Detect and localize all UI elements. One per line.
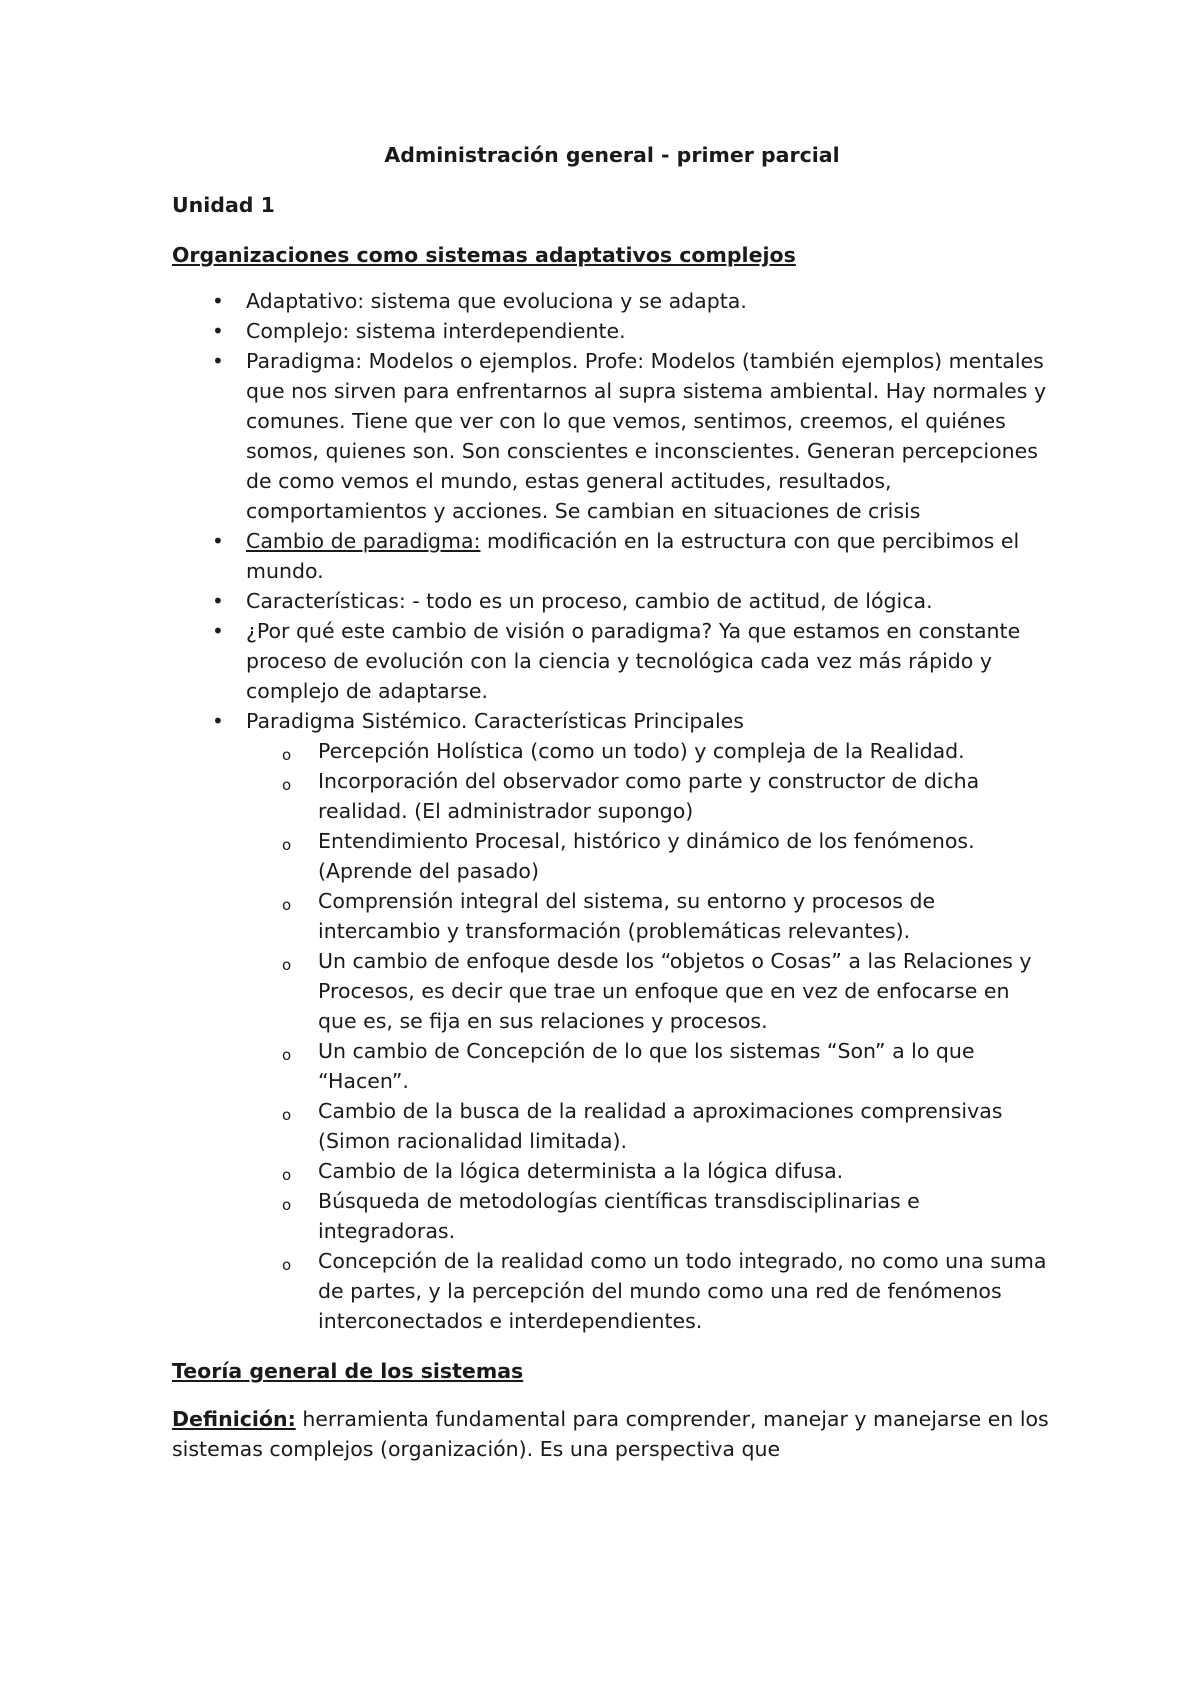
systemic-paradigm-heading: Paradigma Sistémico. Características Principales — [246, 709, 744, 733]
list-item-text: Características: - todo es un proceso, cambio de actitud, de lógica. — [246, 589, 933, 613]
section-heading-organizaciones: Organizaciones como sistemas adaptativos complejos — [172, 243, 796, 267]
sub-list-item — [172, 1096, 1052, 1156]
sub-bullet-icon: o — [282, 1166, 292, 1184]
sub-list-item-text: Cambio de la lógica determinista a la lógica difusa. — [318, 1159, 844, 1183]
list-item-text: Adaptativo: sistema que evoluciona y se adapta. — [246, 289, 747, 313]
list-item-text: modificación en la estructura con que percibimos el mundo. — [246, 529, 1020, 583]
bullet-list — [172, 286, 1052, 1336]
sub-bullet-icon: o — [282, 836, 292, 854]
sub-bullet-icon: o — [282, 1256, 292, 1274]
sub-list-item — [172, 1156, 1052, 1186]
bullet-icon: • — [212, 709, 224, 733]
bullet-icon: • — [212, 619, 224, 643]
sub-bullet-icon: o — [282, 1046, 292, 1064]
sub-list-item-text: Un cambio de Concepción de lo que los sistemas “Son” a lo que “Hacen”. — [318, 1039, 975, 1093]
bullet-icon: • — [212, 529, 224, 553]
bullet-icon: • — [212, 289, 224, 313]
sub-list-item — [172, 1036, 1052, 1096]
list-item — [172, 586, 1052, 616]
list-item-text: ¿Por qué este cambio de visión o paradigma? Ya que estamos en constante proceso de evolución con la ciencia y tecnológica cada vez más rápido y complejo de adaptarse. — [246, 619, 1021, 703]
document-body — [172, 140, 1052, 1485]
paradigm-change-label: Cambio de paradigma: — [246, 529, 481, 553]
list-item — [172, 316, 1052, 346]
list-item — [172, 526, 1052, 586]
sub-list-item — [172, 946, 1052, 1036]
sub-bullet-icon: o — [282, 896, 292, 914]
sub-bullet-icon: o — [282, 1196, 292, 1214]
bullet-icon: • — [212, 589, 224, 613]
sub-list-item-text: Búsqueda de metodologías científicas transdisciplinarias e integradoras. — [318, 1189, 920, 1243]
sub-list-wrapper — [172, 736, 1052, 1336]
sub-list-item-text: Cambio de la busca de la realidad a aproximaciones comprensivas (Simon racionalidad limitada). — [318, 1099, 1003, 1153]
sub-list-item-text: Comprensión integral del sistema, su entorno y procesos de intercambio y transformación (problemáticas relevantes). — [318, 889, 936, 943]
list-item — [172, 706, 1052, 1336]
sub-list-item-text: Entendimiento Procesal, histórico y dinámico de los fenómenos. (Aprende del pasado) — [318, 829, 975, 883]
definition-text: herramienta fundamental para comprender, manejar y manejarse en los sistemas complejos (organización). Es una perspectiva que — [172, 1407, 1049, 1461]
sub-list-item-text: Percepción Holística (como un todo) y compleja de la Realidad. — [318, 739, 965, 763]
sub-list-item — [172, 826, 1052, 886]
list-item — [172, 286, 1052, 316]
sub-list-item — [172, 766, 1052, 826]
list-item — [172, 346, 1052, 526]
sub-list-item-text: Concepción de la realidad como un todo integrado, no como una suma de partes, y la percepción del mundo como una red de fenómenos interconectados e interdependientes. — [318, 1249, 1047, 1333]
unit-heading: Unidad 1 — [172, 193, 275, 217]
sub-list-item-text: Un cambio de enfoque desde los “objetos o Cosas” a las Relaciones y Procesos, es decir que trae un enfoque que en vez de enfocarse en que es, se fija en sus relaciones y procesos. — [318, 949, 1032, 1033]
sub-list-item — [172, 736, 1052, 766]
sub-list-item-text: Incorporación del observador como parte y constructor de dicha realidad. (El administrador supongo) — [318, 769, 980, 823]
sub-bullet-icon: o — [282, 746, 292, 764]
sub-bullet-icon: o — [282, 1106, 292, 1124]
list-item — [172, 616, 1052, 706]
definition-label: Definición: — [172, 1407, 296, 1431]
document-title: Administración general - primer parcial — [384, 143, 840, 167]
sub-list-item — [172, 886, 1052, 946]
sub-list-item — [172, 1186, 1052, 1246]
bullet-icon: • — [212, 319, 224, 343]
sub-bullet-icon: o — [282, 956, 292, 974]
bullet-icon: • — [212, 349, 224, 373]
definition-paragraph — [172, 1404, 1052, 1464]
section-heading-teoria: Teoría general de los sistemas — [172, 1359, 524, 1383]
list-item-text: Paradigma: Modelos o ejemplos. Profe: Modelos (también ejemplos) mentales que nos sirven para enfrentarnos al supra sistema ambiental. Hay normales y comunes. Tiene que ver con lo que vemos, sentimos, creemos, el quiénes somos, quienes son. Son conscientes e inconscientes. Generan percepciones de como vemos el mundo, estas general actitudes, resultados, comportamientos y acciones. Se cambian en situaciones de crisis — [246, 349, 1047, 523]
sub-bullet-list — [172, 736, 1052, 1336]
sub-bullet-icon: o — [282, 776, 292, 794]
list-item-text: Complejo: sistema interdependiente. — [246, 319, 626, 343]
sub-list-item — [172, 1246, 1052, 1336]
